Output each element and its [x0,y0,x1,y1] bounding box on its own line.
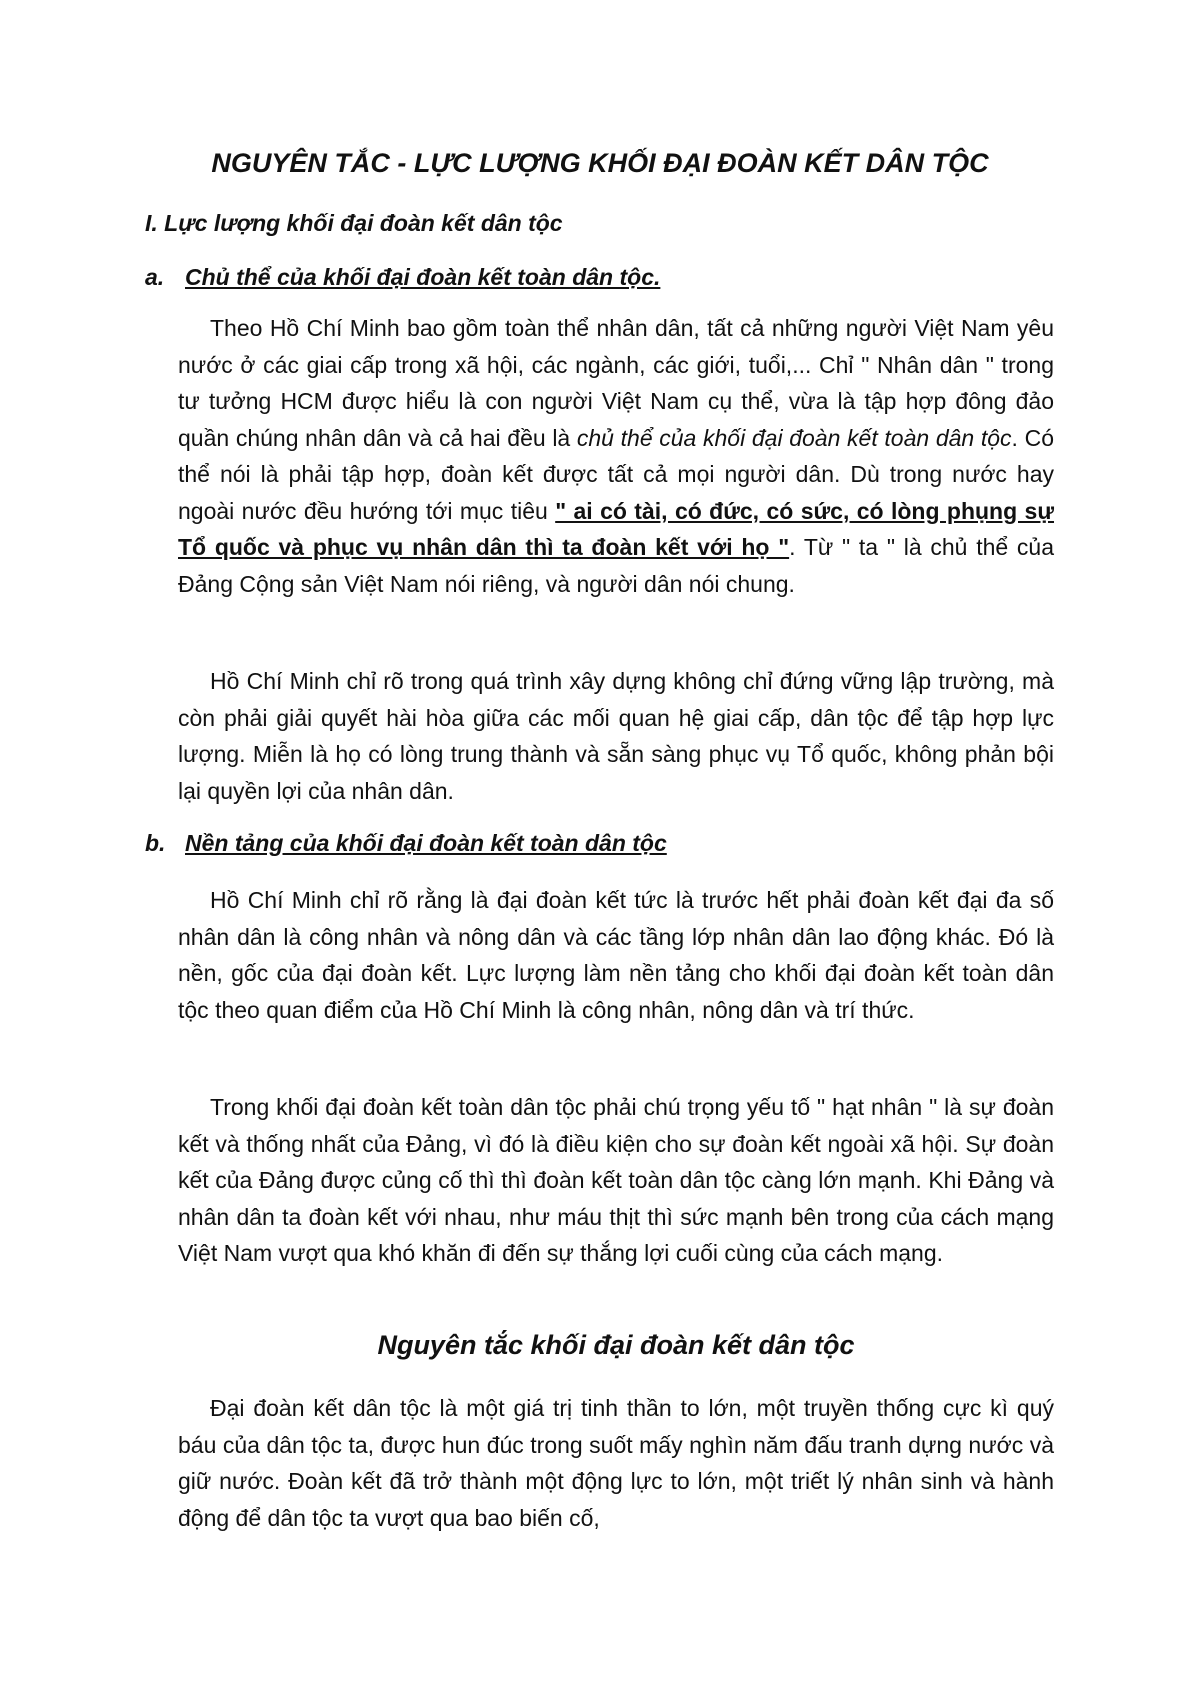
subheading-a-text: Chủ thể của khối đại đoàn kết toàn dân tộc. [185,264,661,290]
subheading-b [145,830,1055,857]
paragraph-3-text: Hồ Chí Minh chỉ rõ rằng là đại đoàn kết tức là trước hết phải đoàn kết đại đa số nhân dân là công nhân và nông dân và các tầng lớp nhân dân lao động khác. Đó là nền, gốc của đại đoàn kết. Lực lượng làm nền tảng cho khối đại đoàn kết toàn dân tộc theo quan điểm của Hồ Chí Minh là công nhân, nông dân và trí thức. [178,887,1054,1023]
paragraph-1-part2: . Có thể nói là phải tập hợp, đoàn kết được tất cả mọi người dân. Dù trong nước hay ngoài nước đều hướng tới mục tiêu [178,424,1054,524]
subheading-a [145,264,1055,291]
paragraph-1-emphasis: " ai có tài, có đức, có sức, có lòng phụng sự Tổ quốc và phục vụ nhân dân thì ta đoàn kết với họ " [178,497,1054,560]
section-heading-one: I. Lực lượng khối đại đoàn kết dân tộc [145,210,563,236]
subheading-b-text: Nền tảng của khối đại đoàn kết toàn dân tộc [185,830,667,856]
subheading-a-letter: a. [145,264,165,290]
paragraph-1-part1: Theo Hồ Chí Minh bao gồm toàn thể nhân dân, tất cả những người Việt Nam yêu nước ở các giai cấp trong xã hội, các ngành, các giới, tuổi,... Chỉ " Nhân dân " trong tư tưởng HCM được hiểu là con người Việt Nam cụ thể, vừa là tập hợp đông đảo quần chúng nhân dân và cả hai đều là [178,315,1054,451]
paragraph-5 [178,1390,1054,1536]
document-title: NGUYÊN TẮC - LỰC LƯỢNG KHỐI ĐẠI ĐOÀN KẾT DÂN TỘC [211,148,989,178]
section-heading-two: Nguyên tắc khối đại đoàn kết dân tộc [377,1330,855,1360]
paragraph-3 [178,882,1054,1028]
paragraph-2 [178,663,1054,809]
paragraph-1-part3: . Từ " ta " là chủ thể của Đảng Cộng sản Việt Nam nói riêng, và người dân nói chung. [178,534,1054,597]
paragraph-2-text: Hồ Chí Minh chỉ rõ trong quá trình xây dựng không chỉ đứng vững lập trường, mà còn phải giải quyết hài hòa giữa các mối quan hệ giai cấp, dân tộc để tập hợp lực lượng. Miễn là họ có lòng trung thành và sẵn sàng phục vụ Tổ quốc, không phản bội lại quyền lợi của nhân dân. [178,668,1054,804]
subheading-b-letter: b. [145,830,166,856]
paragraph-1 [178,310,1054,602]
paragraph-4-text: Trong khối đại đoàn kết toàn dân tộc phải chú trọng yếu tố " hạt nhân " là sự đoàn kết và thống nhất của Đảng, vì đó là điều kiện cho sự đoàn kết ngoài xã hội. Sự đoàn kết của Đảng được củng cố thì thì đoàn kết toàn dân tộc càng lớn mạnh. Khi Đảng và nhân dân ta đoàn kết với nhau, như máu thịt thì sức mạnh bên trong của cách mạng Việt Nam vượt qua khó khăn đi đến sự thắng lợi cuối cùng của cách mạng. [178,1094,1054,1266]
paragraph-4 [178,1089,1054,1272]
paragraph-1-italic: chủ thể của khối đại đoàn kết toàn dân tộc [576,424,1012,451]
paragraph-5-text: Đại đoàn kết dân tộc là một giá trị tinh thần to lớn, một truyền thống cực kì quý báu của dân tộc ta, được hun đúc trong suốt mấy nghìn năm đấu tranh dựng nước và giữ nước. Đoàn kết đã trở thành một động lực to lớn, một triết lý nhân sinh và hành động để dân tộc ta vượt qua bao biến cố, [178,1395,1054,1531]
